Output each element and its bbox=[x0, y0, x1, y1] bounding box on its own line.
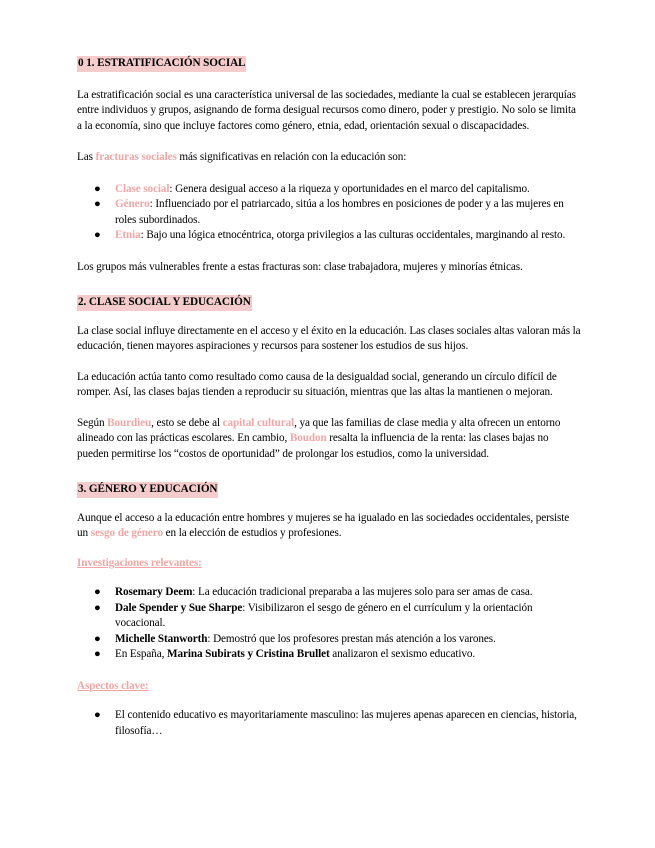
boudon-term: Boudon bbox=[289, 432, 327, 444]
list-item bbox=[77, 632, 582, 648]
text-run: , ya que las familias de clase media y alta ofrecen un entorno alineado con las prácticas escolares. En cambio, bbox=[77, 416, 561, 444]
text-run: en la elección de estudios y profesiones. bbox=[162, 527, 342, 539]
section-heading-text: 0 1. ESTRATIFICACIÓN SOCIAL bbox=[77, 56, 246, 72]
text-run: resalta la influencia de la renta: las clases bajas no pueden permitirse los “costos de oportunidad” de prolongar los estudios, como la universidad. bbox=[77, 432, 549, 460]
item-text: : La educación tradicional preparaba a las mujeres solo para ser amas de casa. bbox=[192, 586, 533, 598]
bullet-icon: ● bbox=[94, 182, 101, 195]
bullet-icon: ● bbox=[94, 709, 101, 721]
item-text: : Bajo una lógica etnocéntrica, otorga privilegios a las culturas occidentales, marginando al resto. bbox=[140, 229, 566, 241]
item-text: : Demostró que los profesores prestan más atención a los varones. bbox=[207, 632, 496, 645]
bullet-icon: ● bbox=[94, 601, 101, 614]
research-list bbox=[77, 585, 582, 663]
section-1-intro: La estratificación social es una característica universal de las sociedades, mediante la cual se establecen jerarquías entre individuos y grupos, asignando de forma desigual recursos como dinero, poder y prestigio. No solo se limita a la economía, sino que incluye factores como género, etnia, edad, orientación sexual o discapacidades. bbox=[77, 88, 576, 132]
section-2-paragraph-3 bbox=[77, 416, 582, 463]
aspects-heading bbox=[77, 679, 582, 695]
sesgo-term: sesgo de género bbox=[90, 527, 163, 539]
item-text: : Influenciado por el patriarcado, sitúa a los hombres en posiciones de poder y a las mujeres en roles subordinados. bbox=[115, 198, 564, 226]
fractures-post: más significativas en relación con la educación son: bbox=[176, 151, 407, 163]
list-item bbox=[77, 182, 582, 198]
document-content bbox=[77, 56, 582, 739]
capital-cultural-term: capital cultural bbox=[222, 416, 295, 429]
section-2-paragraph-2: La educación actúa tanto como resultado como causa de la desigualdad social, generando un círculo difícil de romper. Así, las clases bajas tienden a reproducir su situación, mientras que las altas la mantienen o mejoran. bbox=[77, 370, 557, 398]
fractures-pre: Las bbox=[77, 151, 96, 163]
list-item bbox=[77, 708, 582, 739]
bullet-icon: ● bbox=[94, 632, 101, 645]
section-heading-text: 3. GÉNERO Y EDUCACIÓN bbox=[77, 482, 218, 498]
item-text: : Genera desigual acceso a la riqueza y oportunidades en el marco del capitalismo. bbox=[169, 182, 530, 195]
item-author: Michelle Stanworth bbox=[115, 632, 208, 645]
item-term: Clase social bbox=[115, 182, 170, 195]
fractures-paragraph bbox=[77, 150, 582, 166]
item-author: Marina Subirats y Cristina Brullet bbox=[167, 648, 330, 660]
list-item bbox=[77, 228, 582, 244]
bullet-icon: ● bbox=[94, 198, 101, 210]
list-item bbox=[77, 647, 582, 663]
item-term: Etnia bbox=[115, 229, 141, 241]
bourdieu-term: Bourdieu bbox=[107, 416, 152, 429]
research-heading-text: Investigaciones relevantes: bbox=[77, 556, 202, 569]
section-2-heading bbox=[77, 295, 582, 311]
item-text: El contenido educativo es mayoritariamente masculino: las mujeres apenas aparecen en ciencias, historia, filosofía… bbox=[115, 709, 577, 737]
section-3-paragraph-1 bbox=[77, 511, 582, 542]
section-3-heading bbox=[77, 482, 582, 498]
list-item bbox=[77, 585, 582, 601]
text-run: , esto se debe al bbox=[151, 416, 223, 429]
text-run: Según bbox=[77, 416, 108, 429]
section-heading-text: 2. CLASE SOCIAL Y EDUCACIÓN bbox=[77, 295, 252, 311]
item-text: : Visibilizaron el sesgo de género en el currículum y la orientación vocacional. bbox=[115, 601, 533, 629]
aspects-heading-text: Aspectos clave: bbox=[77, 679, 149, 692]
bullet-icon: ● bbox=[94, 229, 101, 241]
text-run: Aunque el acceso a la educación entre hombres y mujeres se ha igualado en las sociedades occidentales, persiste un bbox=[77, 511, 570, 539]
section-1-closing: Los grupos más vulnerables frente a estas fracturas son: clase trabajadora, mujeres y minorías étnicas. bbox=[77, 260, 523, 273]
item-author: Rosemary Deem bbox=[115, 586, 193, 598]
section-2-paragraph-1: La clase social influye directamente en el acceso y el éxito en la educación. Las clases sociales altas valoran más la educación, tienen mayores aspiraciones y recursos para sostener los estudios de sus hijos. bbox=[77, 324, 581, 352]
bullet-icon: ● bbox=[94, 648, 101, 660]
aspects-list bbox=[77, 708, 582, 739]
list-item bbox=[77, 197, 582, 228]
section-1-heading bbox=[77, 56, 582, 72]
item-text: analizaron el sexismo educativo. bbox=[329, 648, 476, 660]
item-pre: En España, bbox=[115, 648, 168, 660]
research-heading bbox=[77, 556, 582, 572]
list-item bbox=[77, 601, 582, 632]
item-term: Género bbox=[115, 198, 150, 210]
bullet-icon: ● bbox=[94, 586, 101, 598]
fractures-term: fracturas sociales bbox=[95, 151, 177, 163]
item-author: Dale Spender y Sue Sharpe bbox=[115, 601, 243, 614]
fractures-list bbox=[77, 182, 582, 244]
